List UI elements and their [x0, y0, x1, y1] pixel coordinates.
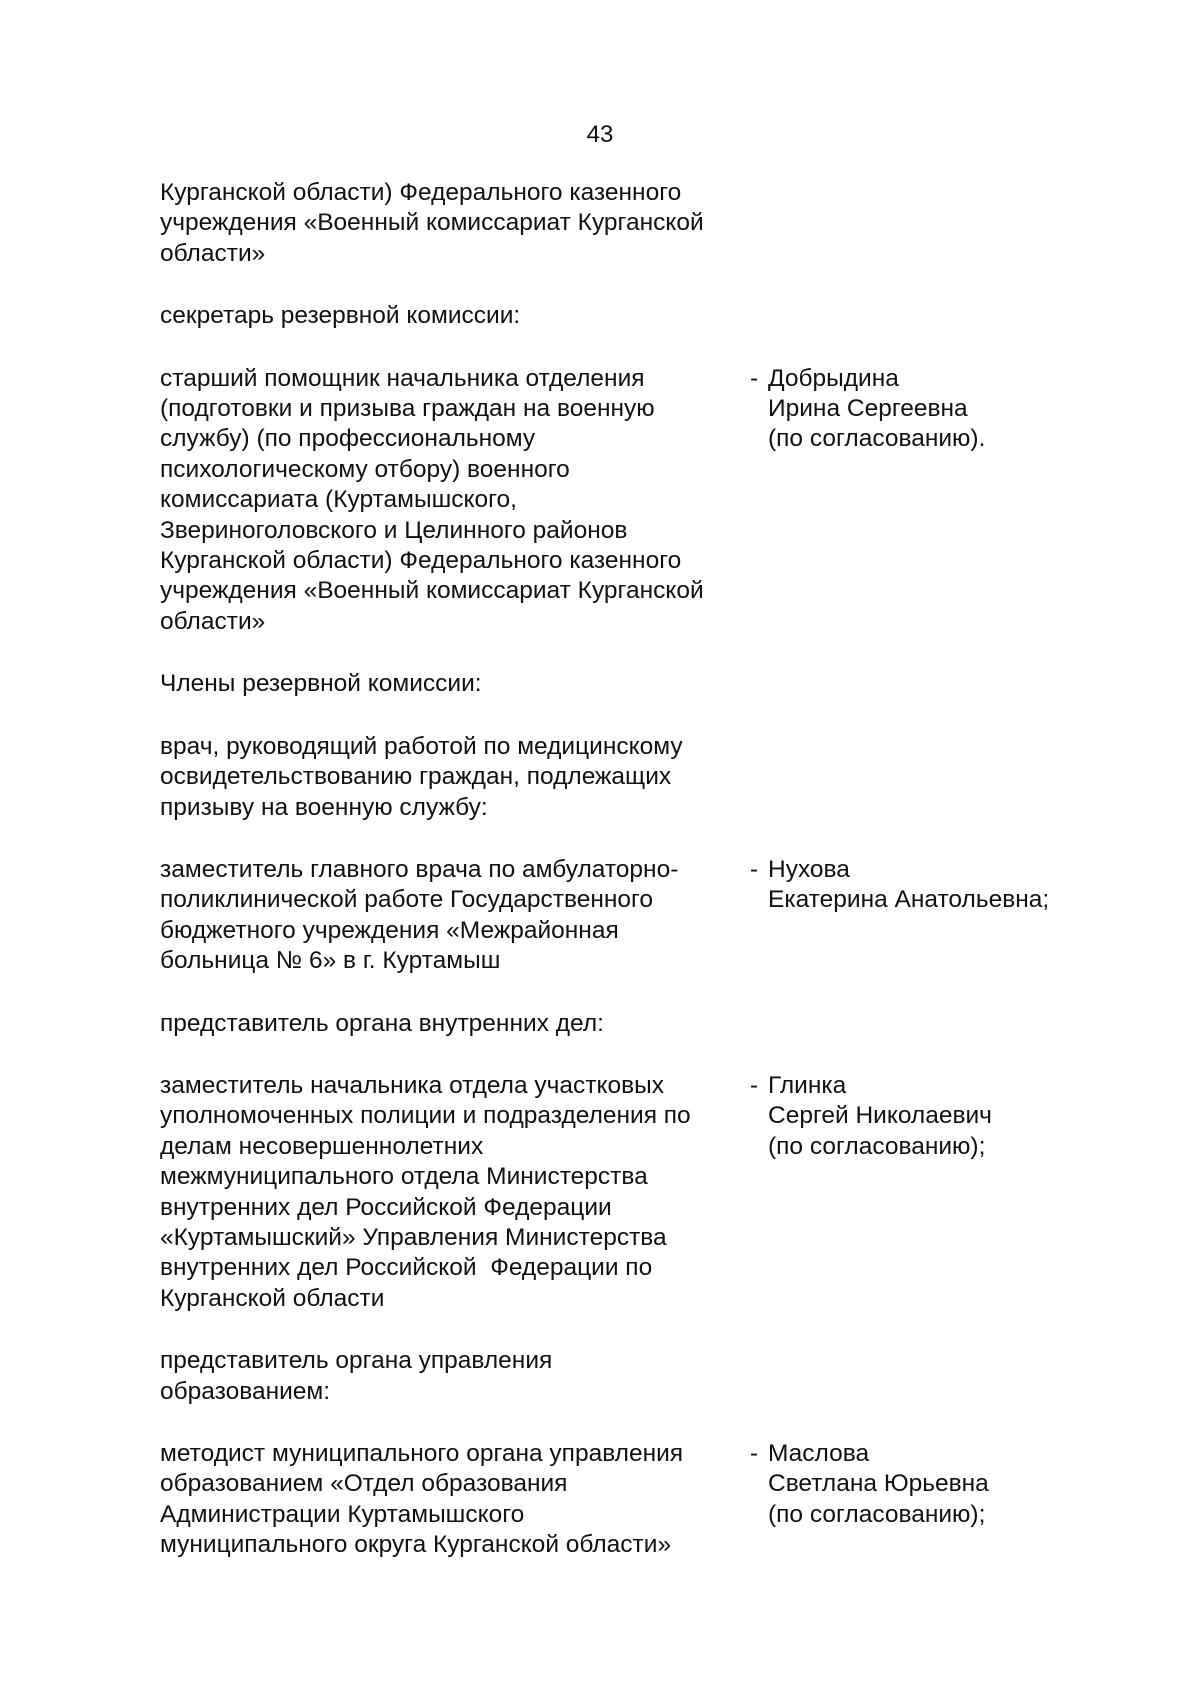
text-line: Курганской области) Федерального казенного [160, 547, 682, 575]
dash-marker: - [750, 364, 759, 392]
text-line: Члены резервной комиссии: [160, 670, 482, 698]
name-line: Добрыдина [768, 364, 899, 392]
text-line: учреждения «Военный комиссариат Курганской [160, 577, 704, 605]
dash-marker: - [750, 1440, 759, 1467]
name-line: Сергей Николаевич [768, 1102, 992, 1130]
text-line: (подготовки и призыва граждан на военную [160, 395, 655, 423]
text-line: области» [160, 239, 266, 267]
text-line: заместитель главного врача по амбулаторно- [160, 855, 679, 883]
text-line: учреждения «Военный комиссариат Курганской [160, 209, 704, 237]
text-line: призыву на военную службу: [160, 793, 488, 821]
section-heading [160, 1346, 1170, 1407]
member-name [750, 855, 1080, 916]
text-line: внутренних дел Российской Федерации по [160, 1254, 653, 1282]
name-line: Светлана Юрьевна [768, 1470, 989, 1498]
text-line: Курганской области [160, 1284, 385, 1312]
dash-marker: - [750, 855, 759, 883]
name-line: Маслова [768, 1440, 870, 1467]
text-line: Звериноголовского и Целинного районов [160, 516, 628, 544]
text-line: больница № 6» в г. Куртамыш [160, 947, 501, 975]
position-description [160, 1439, 740, 1561]
position-description [160, 855, 740, 977]
section-heading [160, 732, 1170, 823]
page-number: 43 [586, 121, 614, 148]
position-description [160, 1071, 740, 1314]
member-name [750, 364, 1080, 455]
text-line: представитель органа управления [160, 1347, 553, 1375]
text-line: образованием «Отдел образования [160, 1470, 568, 1498]
text-line: области» [160, 607, 266, 635]
text-line: образованием: [160, 1377, 331, 1405]
section-heading [160, 1009, 1170, 1039]
text-line: психологическому отбору) военного [160, 455, 570, 483]
text-line: старший помощник начальника отделения [160, 364, 645, 392]
text-line: поликлинической работе Государственного [160, 886, 654, 914]
text-line: комиссариата (Куртамышского, [160, 486, 517, 514]
name-line: Нухова [768, 855, 850, 883]
text-line: межмуниципального отдела Министерства [160, 1163, 648, 1191]
text-line: заместитель начальника отдела участковых [160, 1071, 665, 1099]
member-entry [160, 855, 1170, 977]
position-description [160, 178, 740, 269]
name-line: (по согласованию); [768, 1500, 986, 1528]
dash-marker: - [750, 1071, 759, 1099]
name-line: Екатерина Анатольевна; [768, 886, 1050, 914]
text-line: представитель органа внутренних дел: [160, 1009, 604, 1037]
text-line: врач, руководящий работой по медицинскому [160, 732, 683, 760]
position-description [160, 364, 740, 638]
text-line: уполномоченных полиции и подразделения по [160, 1102, 691, 1130]
member-name [750, 1439, 1080, 1530]
text-line: бюджетного учреждения «Межрайонная [160, 916, 619, 944]
text-line: Администрации Куртамышского [160, 1500, 525, 1528]
text-line: службу) (по профессиональному [160, 425, 536, 453]
member-name [750, 1071, 1080, 1162]
text-line: Курганской области) Федерального казенного [160, 179, 682, 206]
name-line: Глинка [768, 1071, 847, 1099]
text-line: методист муниципального органа управления [160, 1440, 684, 1467]
text-line: муниципального округа Курганской области» [160, 1531, 672, 1559]
member-entry [160, 1439, 1170, 1561]
text-line: внутренних дел Российской Федерации [160, 1193, 612, 1221]
text-line: делам несовершеннолетних [160, 1132, 484, 1160]
section-heading [160, 669, 1170, 699]
text-line: освидетельствованию граждан, подлежащих [160, 763, 672, 791]
member-entry [160, 364, 1170, 638]
document-body [160, 178, 1170, 1561]
name-line: (по согласованию). [768, 425, 986, 453]
text-line: «Куртамышский» Управления Министерства [160, 1223, 667, 1251]
name-line: (по согласованию); [768, 1132, 986, 1160]
text-block [160, 178, 1170, 269]
name-line: Ирина Сергеевна [768, 395, 968, 423]
section-heading [160, 301, 1170, 331]
text-line: секретарь резервной комиссии: [160, 302, 521, 330]
member-entry [160, 1071, 1170, 1314]
